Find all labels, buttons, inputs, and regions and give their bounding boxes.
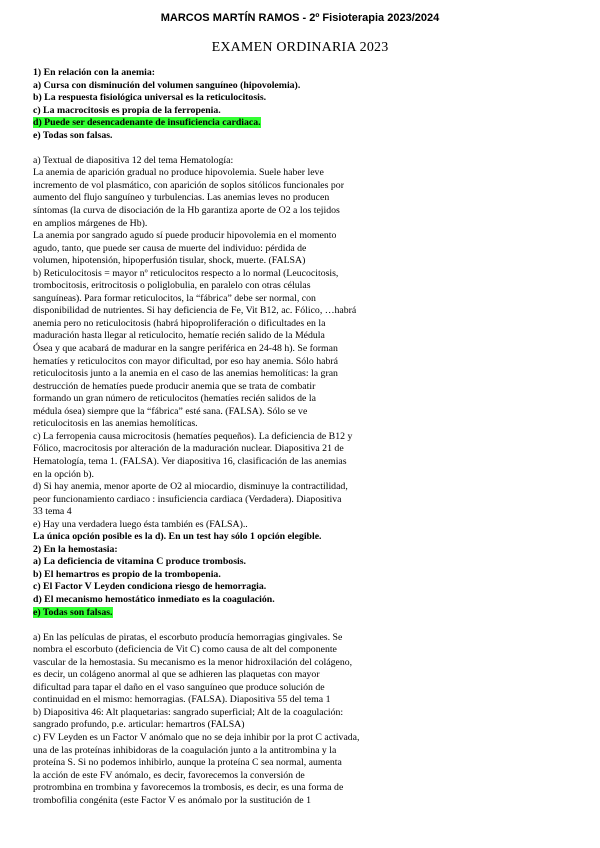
exam-title: EXAMEN ORDINARIA 2023 <box>211 40 389 55</box>
q1-conclusion: La única opción posible es la d). En un test hay sólo 1 opción elegible. <box>33 531 322 543</box>
explanation-line: sanguíneas). Para formar reticulocitos, la “fábrica” debe ser normal, con <box>33 292 316 304</box>
spacer <box>33 142 383 155</box>
explanation-line: Fólico, macrocitosis por alteración de la maduración nuclear. Diapositiva 21 de <box>33 443 344 455</box>
explanation-line: trombocitosis, eritrocitosis o poliglobulia, en paralelo con otras células <box>33 280 311 292</box>
explanation-line: c) La ferropenia causa microcitosis (hematíes pequeños). La deficiencia de B12 y <box>33 430 353 442</box>
explanation-line: continuidad en el mismo: hemorragias. (FALSA). Diapositiva 55 del tema 1 <box>33 694 331 706</box>
explanation-line: la acción de este FV anómalo, es decir, favorecemos la conversión de <box>33 769 305 781</box>
q1-option-c: c) La macrocitosis es propia de la ferropenia. <box>33 104 221 116</box>
q2-option-d: d) El mecanismo hemostático inmediato es la coagulación. <box>33 593 275 605</box>
explanation-line: e) Hay una verdadera luego ésta también es (FALSA).. <box>33 518 248 530</box>
explanation-line: 33 tema 4 <box>33 506 72 518</box>
explanation-line: formando un gran número de reticulocitos (hematíes recién salidos de la <box>33 393 316 405</box>
explanation-line: a) Textual de diapositiva 12 del tema Hematología: <box>33 154 234 166</box>
explanation-line: es decir, un colágeno anormal al que se adhieren las plaquetas con mayor <box>33 669 320 681</box>
explanation-line: reticulocitosis en las anemias hemolíticas. <box>33 418 198 430</box>
explanation-line: b) Diapositiva 46: Alt plaquetarias: sangrado superficial; Alt de la coagulación: <box>33 706 344 718</box>
explanation-line: trombofilia congénita (este Factor V es anómalo por la sustitución de 1 <box>33 794 311 806</box>
q2-option-a: a) La deficiencia de vitamina C produce trombosis. <box>33 556 246 568</box>
q2-option-e-correct: e) Todas son falsas. <box>33 606 113 618</box>
explanation-line: vascular de la hemostasia. Su mecanismo es la menor hidroxilación del colágeno, <box>33 656 353 668</box>
document-header: MARCOS MARTÍN RAMOS - 2º Fisioterapia 2023/2024 <box>160 12 440 24</box>
explanation-line: a) En las películas de piratas, el escorbuto producía hemorragias gingivales. Se <box>33 631 343 643</box>
explanation-line: en la opción b). <box>33 468 94 480</box>
explanation-line: en amplios márgenes de Hb). <box>33 217 148 229</box>
explanation-line: una de las proteínas inhibidoras de la coagulación junto a la antitrombina y la <box>33 744 337 756</box>
explanation-line: dificultad para tapar el daño en el vaso sanguíneo que produce solución de <box>33 681 325 693</box>
explanation-line: protrombina en trombina y favorecemos la trombosis, es decir, es una forma de <box>33 782 344 794</box>
explanation-line: Ósea y que acabará de madurar en la sangre periférica en 24-48 h). Se forman <box>33 343 338 355</box>
q1-option-e: e) Todas son falsas. <box>33 129 113 141</box>
explanation-line: aumento del flujo sanguíneo y turbulencias. Las anemias leves no producen <box>33 192 330 204</box>
explanation-line: c) FV Leyden es un Factor V anómalo que no se deja inhibir por la prot C activada, <box>33 731 360 743</box>
explanation-line: proteína S. Si no podemos inhibirlo, aunque la proteína C sea normal, aumenta <box>33 757 342 769</box>
explanation-line: incremento de vol plasmático, con aparición de soplos sitólicos funcionales por <box>33 179 344 191</box>
explanation-line: disponibilidad de nutrientes. Si hay deficiencia de Fe, Vit B12, ac. Fólico, …habrá <box>33 305 357 317</box>
explanation-line: Hematología, tema 1. (FALSA). Ver diapositiva 16, clasificación de las anemias <box>33 455 347 467</box>
explanation-line: hematíes y reticulocitos con mayor dificultad, por eso hay anemia. Sólo habrá <box>33 355 338 367</box>
explanation-line: d) Si hay anemia, menor aporte de O2 al miocardio, disminuye la contractilidad, <box>33 481 348 493</box>
explanation-line: La anemia por sangrado agudo sí puede producir hipovolemia en el momento <box>33 230 337 242</box>
q2-option-c: c) El Factor V Leyden condiciona riesgo de hemorragia. <box>33 581 267 593</box>
question-1: 1) En relación con la anemia: <box>33 67 156 78</box>
question-2: 2) En la hemostasia: <box>33 543 118 555</box>
explanation-line: nombra el escorbuto (deficiencia de Vit C) como causa de alt del componente <box>33 644 337 656</box>
q1-option-d-correct: d) Puede ser desencadenante de insuficiencia cardiaca. <box>33 117 261 129</box>
explanation-line: anemia pero no reticulocitosis (habrá hipoproliferación o dificultades en la <box>33 317 326 329</box>
explanation-line: médula ósea) siempre que la “fábrica” esté sana. (FALSA). Sólo se ve <box>33 405 308 417</box>
explanation-line: reticulocitosis junto a la anemia en el caso de las anemias hemolíticas: la gran <box>33 368 338 380</box>
explanation-line: destrucción de hematíes puede producir anemia que se trata de combatir <box>33 380 316 392</box>
explanation-line: La anemia de aparición gradual no produce hipovolemia. Suele haber leve <box>33 167 324 179</box>
q1-option-a: a) Cursa con disminución del volumen sanguíneo (hipovolemia). <box>33 79 301 91</box>
document-body <box>33 67 383 807</box>
explanation-line: volumen, hipotensión, hipoperfusión tisular, shock, muerte. (FALSA) <box>33 255 306 267</box>
q1-option-d-line <box>33 117 383 130</box>
explanation-line: b) Reticulocitosis = mayor nº reticulocitos respecto a lo normal (Leucocitosis, <box>33 267 339 279</box>
explanation-line: agudo, tanto, que puede ser causa de muerte del individuo: pérdida de <box>33 242 307 254</box>
q1-option-b: b) La respuesta fisiológica universal es la reticulocitosis. <box>33 92 267 104</box>
spacer <box>33 619 383 632</box>
explanation-line: sangrado profundo, p.e. articular: hemartros (FALSA) <box>33 719 245 731</box>
q2-option-e-line <box>33 607 383 620</box>
explanation-line: síntomas (la curva de disociación de la Hb garantiza aporte de O2 a los tejidos <box>33 205 340 217</box>
explanation-line: peor funcionamiento cardiaco : insuficiencia cardiaca (Verdadera). Diapositiva <box>33 493 342 505</box>
explanation-line: maduración hasta llegar al reticulocito, hematíe recién salido de la Médula <box>33 330 325 342</box>
q2-option-b: b) El hemartros es propio de la trombopenia. <box>33 568 221 580</box>
